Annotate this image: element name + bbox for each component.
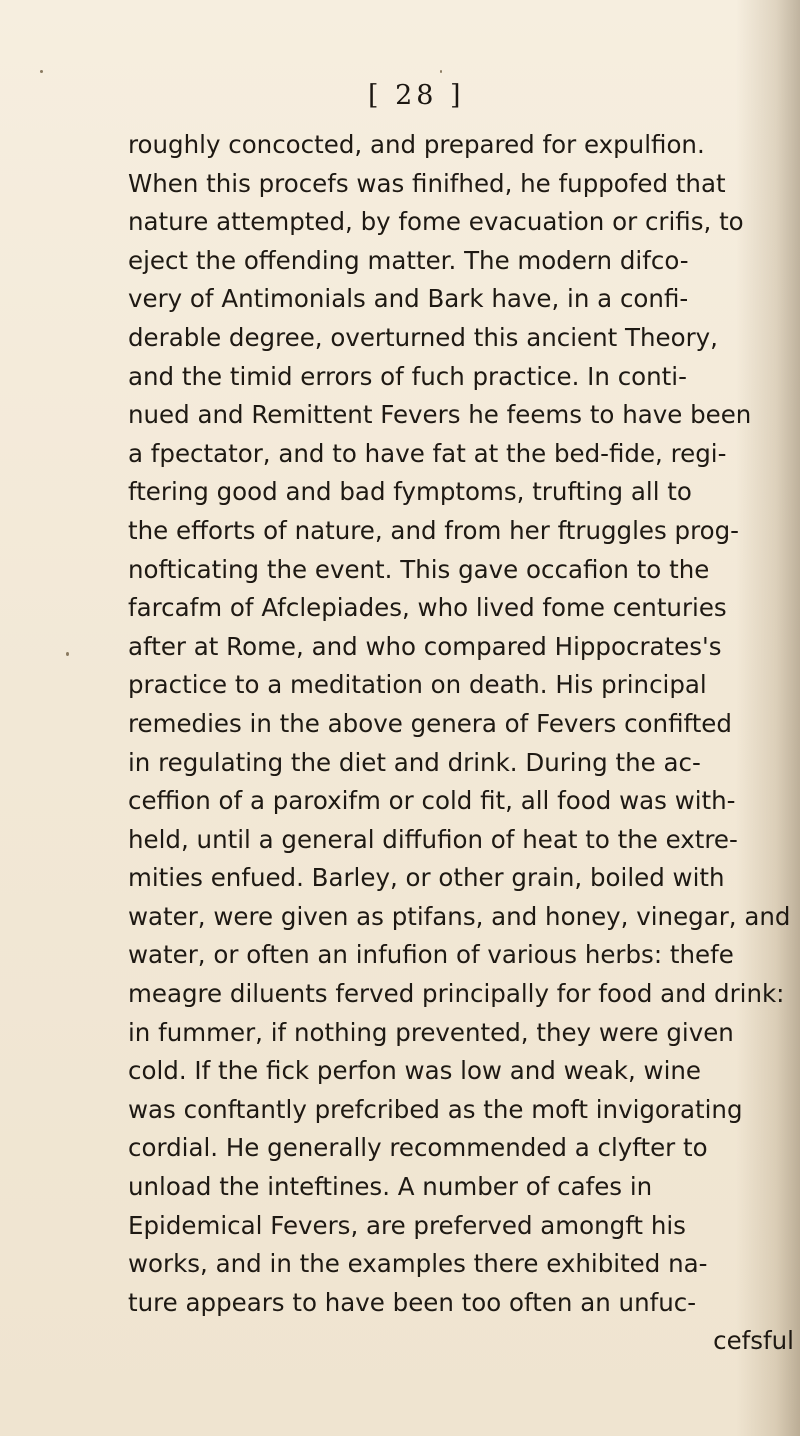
body-text	[128, 126, 794, 1361]
text-line: held, until a general diffufion of heat to the extre-	[128, 824, 738, 854]
text-line: water, or often an infufion of various herbs: thefe	[128, 940, 734, 970]
text-line: ftering good and bad fymptoms, trufting all to	[128, 477, 692, 507]
text-line: and the timid errors of fuch practice. In conti-	[128, 361, 687, 391]
page-number: [ 28 ]	[368, 80, 465, 111]
text-line: was conftantly prefcribed as the moft invigorating	[128, 1094, 743, 1124]
text-line: the efforts of nature, and from her ftruggles prog-	[128, 515, 739, 545]
text-line: When this procefs was finifhed, he fuppofed that	[128, 168, 726, 198]
catchword: cefsful	[713, 1326, 794, 1356]
text-line: in fummer, if nothing prevented, they were given	[128, 1017, 734, 1047]
text-line: farcafm of Afclepiades, who lived fome centuries	[128, 593, 727, 623]
text-line: very of Antimonials and Bark have, in a confi-	[128, 284, 689, 314]
text-line: nofticating the event. This gave occafion to the	[128, 554, 710, 584]
text-line: nued and Remittent Fevers he feems to have been	[128, 400, 752, 430]
text-line: ceffion of a paroxifm or cold fit, all food was with-	[128, 786, 736, 816]
text-line: ture appears to have been too often an unfuc-	[128, 1287, 697, 1317]
text-line: meagre diluents ferved principally for food and drink:	[128, 979, 785, 1009]
text-line: Epidemical Fevers, are preferved amongft his	[128, 1210, 686, 1240]
text-line: cordial. He generally recommended a clyfter to	[128, 1133, 708, 1163]
paper-speck	[40, 70, 43, 73]
text-line: unload the inteftines. A number of cafes in	[128, 1172, 653, 1202]
text-line: water, were given as ptifans, and honey, vinegar, and	[128, 901, 791, 931]
paper-speck	[440, 70, 442, 73]
text-line: works, and in the examples there exhibited na-	[128, 1249, 708, 1279]
text-line: cold. If the fick perfon was low and weak, wine	[128, 1056, 701, 1086]
text-line: nature attempted, by fome evacuation or crifis, to	[128, 207, 744, 237]
text-line: mities enfued. Barley, or other grain, boiled with	[128, 863, 725, 893]
text-line: in regulating the diet and drink. During the ac-	[128, 747, 701, 777]
text-line: after at Rome, and who compared Hippocrates's	[128, 631, 722, 661]
text-line: derable degree, overturned this ancient Theory,	[128, 322, 718, 352]
paper-speck	[66, 652, 69, 656]
text-line: practice to a meditation on death. His principal	[128, 670, 707, 700]
text-line: roughly concocted, and prepared for expulfion.	[128, 130, 705, 159]
text-line: a fpectator, and to have fat at the bed-fide, regi-	[128, 438, 727, 468]
text-line: eject the offending matter. The modern difco-	[128, 245, 689, 275]
text-line: remedies in the above genera of Fevers confifted	[128, 708, 732, 738]
